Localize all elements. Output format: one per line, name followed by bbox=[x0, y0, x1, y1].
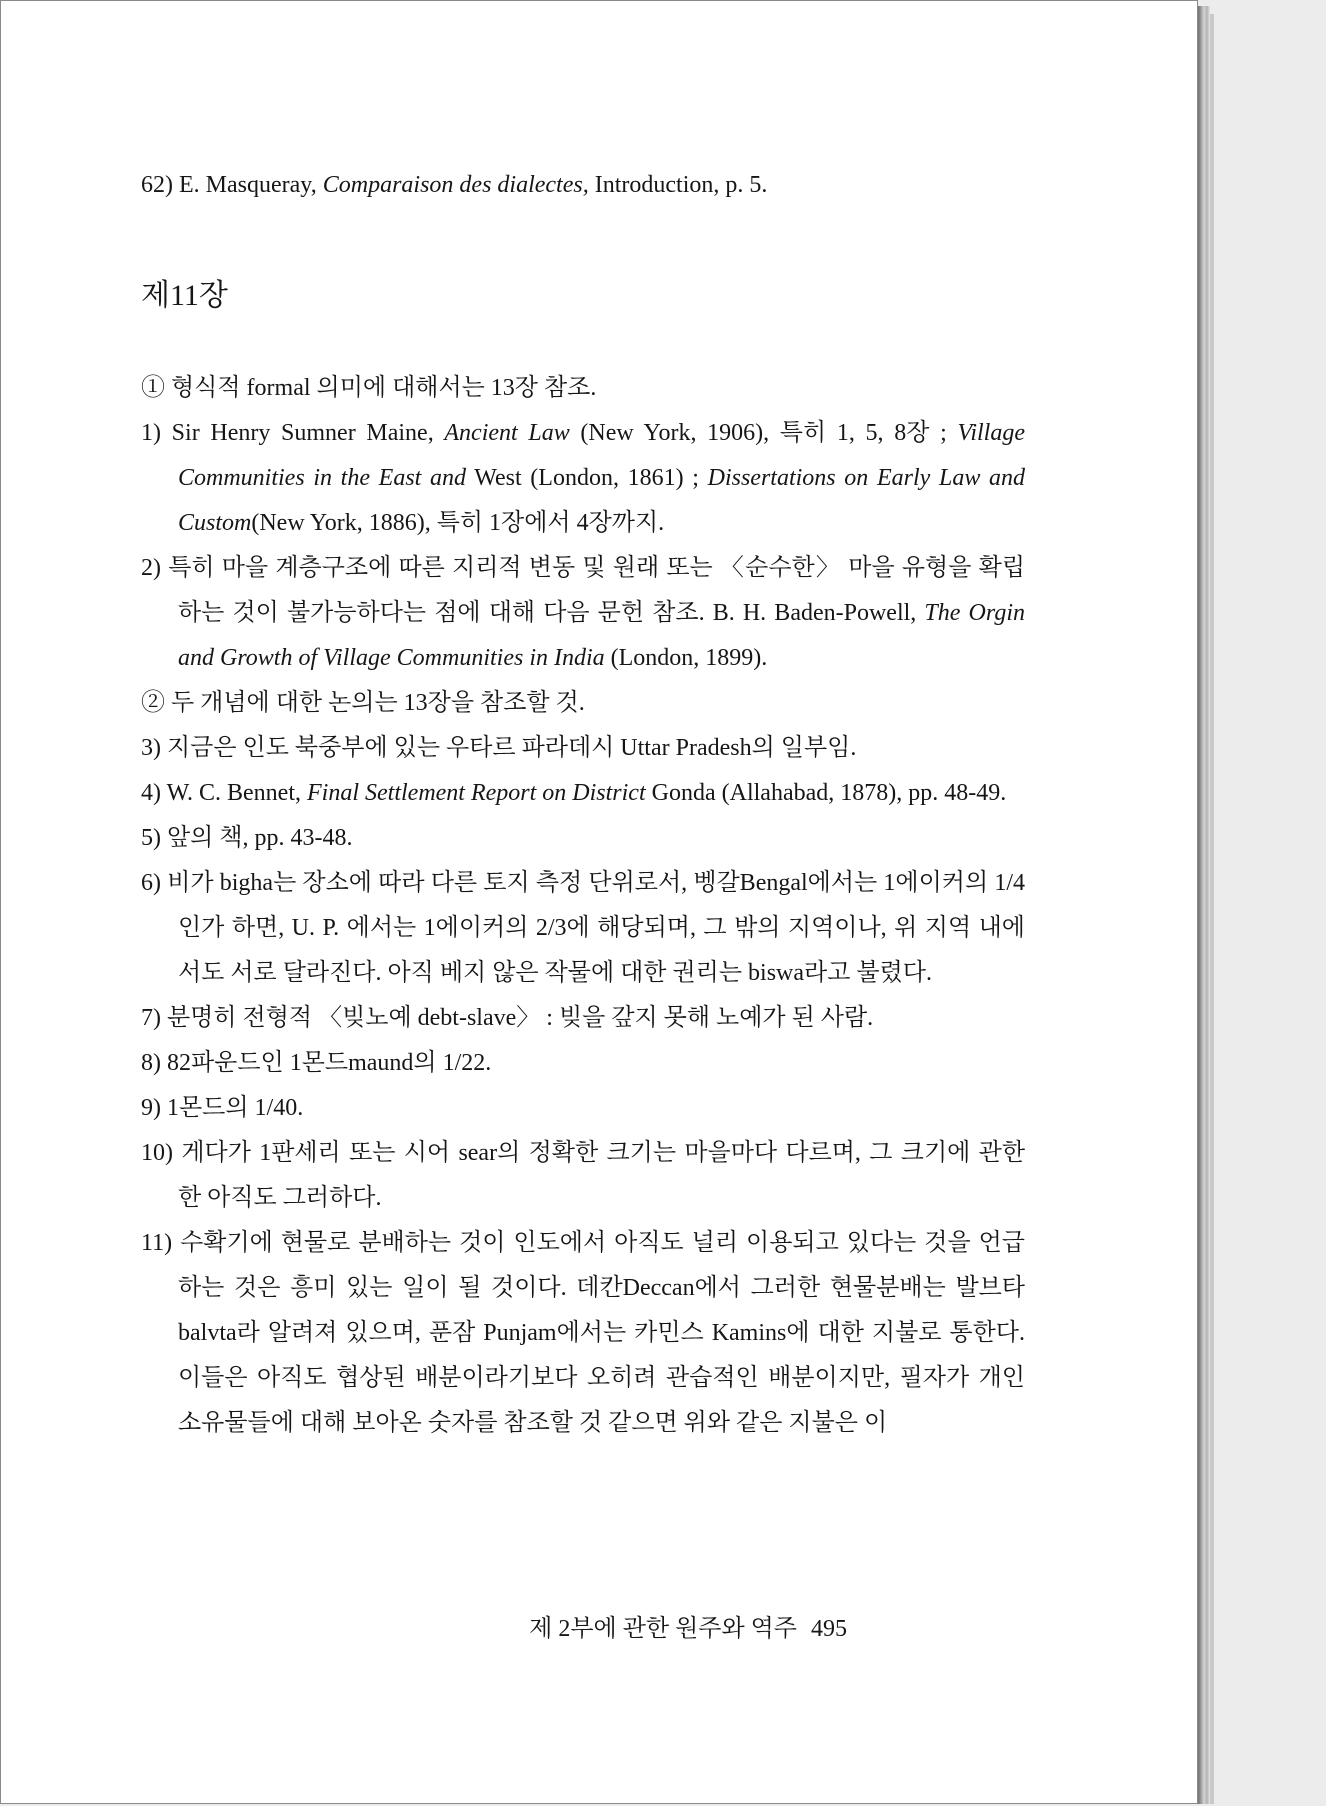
note-label: 62) bbox=[141, 172, 173, 198]
chapter-heading: 제11장 bbox=[141, 279, 228, 312]
running-head: 제 2부에 관한 원주와 역주 bbox=[529, 1616, 797, 1642]
note-9: 9) 1몬드의 1/40. bbox=[141, 1095, 304, 1121]
note-3: 3) 지금은 인도 북중부에 있는 우타르 파라데시 Uttar Pradesh의 일부임. bbox=[141, 735, 857, 761]
page-content bbox=[141, 163, 1025, 1446]
note-2: 2) 특히 마을 계층구조에 따른 지리적 변동 및 원래 또는 〈순수한〉 마을 유형을 확립하는 것이 불가능하다는 점에 대해 다음 문헌 참조. B. H. Baden-Powell, The Orgin and Growth of Village Communities in India (London, 1899). bbox=[141, 555, 1025, 671]
note-title: Comparaison des dialectes, bbox=[322, 172, 589, 198]
note-1: 1) Sir Henry Sumner Maine, Ancient Law (New York, 1906), 특히 1, 5, 8장 ; Village Communities in the East and West (London, 1861) ; Dissertations on Early Law and Custom(New York, 1886), 특히 1장에서 4장까지. bbox=[141, 420, 1025, 536]
page-edge-shadow bbox=[1198, 6, 1210, 1804]
note-5: 5) 앞의 책, pp. 43-48. bbox=[141, 825, 353, 851]
footnote-62 bbox=[141, 163, 1025, 208]
note-7: 7) 분명히 전형적 〈빚노예 debt-slave〉 : 빚을 갚지 못해 노예가 된 사람. bbox=[141, 1005, 874, 1031]
note-11: 11) 수확기에 현물로 분배하는 것이 인도에서 아직도 널리 이용되고 있다는 것을 언급하는 것은 흥미 있는 일이 될 것이다. 데칸Deccan에서 그러한 현물분배는 발브타 balvta라 알려져 있으며, 푼잠 Punjam에서는 카민스 Kamins에 대한 지불로 통한다. 이들은 아직도 협상된 배분이라기보다 오히려 관습적인 배분이지만, 필자가 개인 소유물들에 대해 보아온 숫자를 참조할 것 같으면 위와 같은 지불은 이 bbox=[141, 1230, 1025, 1436]
notes-list bbox=[141, 366, 1025, 1446]
page-footer bbox=[529, 1611, 847, 1647]
page-number: 495 bbox=[811, 1616, 847, 1642]
page-edge-strip bbox=[1210, 14, 1214, 1804]
note-6: 6) 비가 bigha는 장소에 따라 다른 토지 측정 단위로서, 벵갈Bengal에서는 1에이커의 1/4인가 하면, U. P. 에서는 1에이커의 2/3에 해당되며, 그 밖의 지역이나, 위 지역 내에서도 서로 달라진다. 아직 베지 않은 작물에 대한 권리는 biswa라고 불렸다. bbox=[141, 870, 1025, 986]
note-8: 8) 82파운드인 1몬드maund의 1/22. bbox=[141, 1050, 492, 1076]
note-circled-2: ② 두 개념에 대한 논의는 13장을 참조할 것. bbox=[141, 690, 585, 716]
note-10: 10) 게다가 1판세리 또는 시어 sear의 정확한 크기는 마을마다 다르며, 그 크기에 관한 한 아직도 그러하다. bbox=[141, 1140, 1025, 1211]
note-author: E. Masqueray, bbox=[179, 172, 317, 198]
note-4: 4) W. C. Bennet, Final Settlement Report on District Gonda (Allahabad, 1878), pp. 48-49. bbox=[141, 780, 1007, 806]
note-rest: Introduction, p. 5. bbox=[594, 172, 768, 198]
note-circled-1: ① 형식적 formal 의미에 대해서는 13장 참조. bbox=[141, 375, 597, 401]
